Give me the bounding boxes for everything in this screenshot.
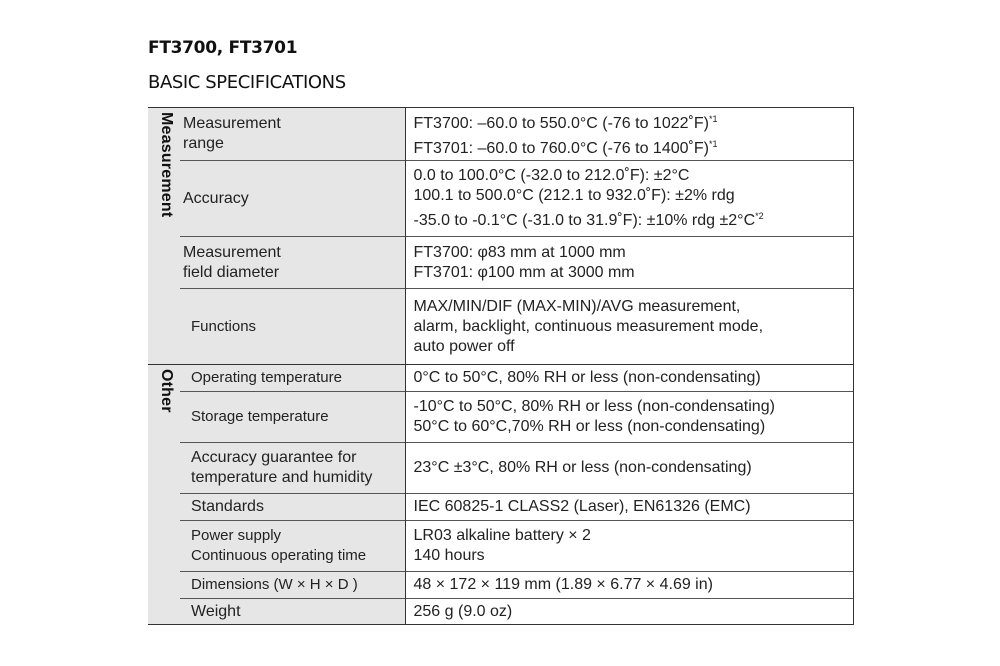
spec-label: Weight bbox=[180, 599, 405, 625]
spec-value: 23°C ±3°C, 80% RH or less (non-condensating) bbox=[405, 443, 853, 494]
spec-value: 0°C to 50°C, 80% RH or less (non-condensating) bbox=[405, 365, 853, 392]
section-title: BASIC SPECIFICATIONS bbox=[148, 72, 346, 93]
footnote-marker: *2 bbox=[755, 211, 764, 221]
group-measurement bbox=[148, 108, 180, 365]
footnote-marker: *1 bbox=[708, 139, 718, 149]
spec-label: Operating temperature bbox=[180, 365, 405, 392]
spec-row-dimensions bbox=[148, 572, 853, 599]
spec-value: IEC 60825-1 CLASS2 (Laser), EN61326 (EMC) bbox=[405, 494, 853, 521]
spec-label: Standards bbox=[180, 494, 405, 521]
spec-value: 256 g (9.0 oz) bbox=[405, 599, 853, 625]
spec-label: Accuracy bbox=[180, 161, 405, 237]
spec-label: Functions bbox=[180, 289, 405, 365]
spec-value: 0.0 to 100.0°C (-32.0 to 212.0˚F): ±2°C 100.1 to 500.0°C (212.1 to 932.0˚F): ±2% rdg -35.0 to -0.1°C (-31.0 to 31.9˚F): ±10% rdg $\pm 2^\circ C^{*2}$ bbox=[405, 161, 853, 237]
spec-label: Measurement range bbox=[180, 108, 405, 161]
spec-label: Storage temperature bbox=[180, 392, 405, 443]
spec-label: Measurement field diameter bbox=[180, 237, 405, 289]
spec-row-accuracy-guarantee bbox=[148, 443, 853, 494]
spec-row-accuracy bbox=[148, 161, 853, 237]
footnote-marker: *1 bbox=[708, 114, 718, 124]
spec-value: MAX/MIN/DIF (MAX-MIN)/AVG measurement, alarm, backlight, continuous measurement mode, auto power off bbox=[405, 289, 853, 365]
spec-table bbox=[148, 107, 854, 625]
spec-label: Accuracy guarantee for temperature and humidity bbox=[180, 443, 405, 494]
spec-row-field-diameter bbox=[148, 237, 853, 289]
spec-value: 48 × 172 × 119 mm (1.89 × 6.77 × 4.69 in) bbox=[405, 572, 853, 599]
spec-row-functions bbox=[148, 289, 853, 365]
spec-row-weight bbox=[148, 599, 853, 625]
group-label-other: Other bbox=[158, 369, 175, 413]
group-label-measurement: Measurement bbox=[158, 112, 175, 218]
spec-row-measurement-range bbox=[148, 108, 853, 161]
spec-value: -10°C to 50°C, 80% RH or less (non-condensating) 50°C to 60°C,70% RH or less (non-condensating) bbox=[405, 392, 853, 443]
spec-value: LR03 alkaline battery × 2 140 hours bbox=[405, 521, 853, 572]
spec-row-standards bbox=[148, 494, 853, 521]
spec-row-operating-temperature bbox=[148, 365, 853, 392]
spec-row-storage-temperature bbox=[148, 392, 853, 443]
spec-label: Power supply Continuous operating time bbox=[180, 521, 405, 572]
spec-value: FT3700: –60.0 to 550.0°C (-76 to 1022˚F)$^{*1}$ FT3701: –60.0 to 760.0°C (-76 to 1400˚F)$^{*1}$ bbox=[405, 108, 853, 161]
spec-row-power-supply bbox=[148, 521, 853, 572]
model-title: FT3700, FT3701 bbox=[148, 38, 298, 58]
spec-value: FT3700: φ83 mm at 1000 mm FT3701: φ100 mm at 3000 mm bbox=[405, 237, 853, 289]
spec-label: Dimensions (W × H × D ) bbox=[180, 572, 405, 599]
group-other bbox=[148, 365, 180, 625]
